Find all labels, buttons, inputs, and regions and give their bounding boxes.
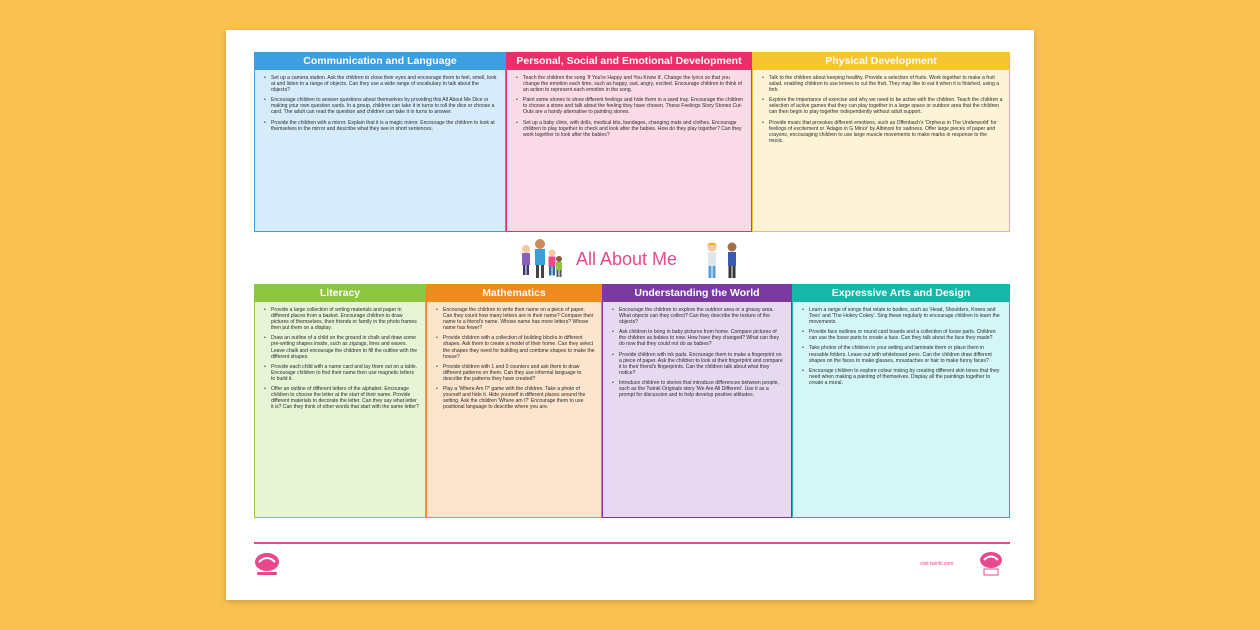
list-item: • Set up a camera station. Ask the children to close their eyes and encourage them to feel, smell, look at and listen to a range of objects. Can they use a wide range of vocabulary to talk about the objects? — [264, 75, 499, 93]
panel-heading: Mathematics — [427, 285, 601, 302]
panel-arts — [792, 284, 1010, 518]
panel-heading: Physical Development — [753, 53, 1009, 70]
activity-list — [516, 75, 745, 138]
list-item: • Provide a large collection of writing materials and paper in different places from a basket. Encourage children to draw pictures of themselves, their friends or family in the photo frames then put them on a display. — [264, 307, 419, 331]
activity-list — [762, 75, 1003, 144]
list-item: • Talk to the children about keeping healthy. Provide a selection of fruits. Work together to make a fruit salad, enabling children to use knives to cut the fruit. They may like to eat it when it is finished, using a fork. — [762, 75, 1003, 93]
list-item: • Provide music that provokes different emotions, such as Offenbach's 'Orpheus in The Underworld' for feelings of excitement or 'Adagio in G Minor' by Albinoni for sadness. Offer large pieces of paper and crayons, encouraging children to use large muscle movements to make marks in response to the music. — [762, 120, 1003, 144]
panel-body — [255, 70, 505, 231]
twinkl-logo-left — [254, 550, 280, 578]
panel-communication — [254, 52, 506, 232]
title-area — [516, 235, 746, 283]
list-item: • Draw an outline of a child on the ground in chalk and draw some pre-writing shapes inside, such as zigzags, lines and waves. Leave chalk and encourage the children to fill the outline with the different shapes. — [264, 335, 419, 359]
list-item: • Take photos of the children in your setting and laminate them or place them in reusable folders. Leave out with whiteboard pens. Can the children draw different shapes on the faces to make glasses, moustaches or hair to make funny faces? — [802, 345, 1003, 363]
list-item: • Learn a range of songs that relate to bodies, such as 'Head, Shoulders, Knees and Toes' and 'The Hokey Cokey'. Sing these regularly to encourage children to learn the movements. — [802, 307, 1003, 325]
panel-body — [603, 302, 791, 517]
panel-literacy — [254, 284, 426, 518]
panel-heading: Understanding the World — [603, 285, 791, 302]
list-item: • Encourage the children to write their name on a piece of paper. Can they count how many letters are in their name? Compare their name to a friend's name. Whose name has more letters? Whose name has fewer? — [436, 307, 595, 331]
list-item: • Ask children to bring in baby pictures from home. Compare pictures of the children as babies to now. How have they changed? What can they do now that they could not do as babies? — [612, 329, 785, 347]
list-item: • Encourage children to answer questions about themselves by providing this All About Me Dice or making your own question cards. In a group, children can take it in turns to roll the dice or choose a card. The adult can read the question and children can take it in turns to answer. — [264, 97, 499, 115]
list-item: • Play a 'Where Am I?' game with the children. Take a photo of yourself and hide it. Hide yourself in different places around the setting. Ask the children 'Where am I?' Encourage them to use positional language to describe where you are. — [436, 386, 595, 410]
activity-list — [612, 307, 785, 398]
list-item: • Explore the importance of exercise and why we need to be active with the children. Teach the children a selection of active games that they can play together in a large space or outdoor area that the children can then begin to play together independently without adult support. — [762, 97, 1003, 115]
list-item: • Provide children with a collection of building blocks in different shapes. Ask them to create a model of their home. Can they select the shapes they need for building and combine shapes to make the house? — [436, 335, 595, 359]
children-pair-illustration — [700, 237, 746, 283]
panel-heading: Personal, Social and Emotional Development — [507, 53, 751, 70]
activity-sheet — [226, 30, 1034, 600]
list-item: • Introduce children to stories that introduce differences between people, such as the Twinkl Originals story 'We Are All Different'. Use it as a prompt for discussion and to help develop positive attitudes. — [612, 380, 785, 398]
list-item: • Provide each child with a name card and lay them out on a table. Encourage children to find their name then use magnetic letters to build it. — [264, 364, 419, 382]
list-item: • Encourage the children to explore the outdoor area or a grassy area. What objects can they collect? Can they describe the texture of the objects? — [612, 307, 785, 325]
panel-body — [793, 302, 1009, 517]
list-item: • Provide children with ink pads. Encourage them to make a fingerprint on a piece of paper. Ask the children to look at their fingerprint and compare it to their friend's fingerprints. Can the children talk about what they notice? — [612, 352, 785, 376]
panel-body — [255, 302, 425, 517]
list-item: • Encourage children to explore colour mixing by creating different skin tones that they need when making a painting of themselves. Display all the paintings together to create a mural. — [802, 368, 1003, 386]
panel-personal — [506, 52, 752, 232]
panel-mathematics — [426, 284, 602, 518]
children-group-illustration — [516, 235, 566, 283]
list-item: • Provide face outlines or round card boards and a collection of loose parts. Children can use the loose parts to create a face. Can they talk about the face they made? — [802, 329, 1003, 341]
footer-url: visit twinkl.com — [920, 561, 954, 567]
panel-world — [602, 284, 792, 518]
twinkl-logo-right — [978, 550, 1004, 578]
list-item: • Paint some stones to show different feelings and hide them in a sand tray. Encourage the children to choose a stone and talk about the feeling they have chosen. These Feelings Story Stones Cut-Outs are a handy alternative to painting stones. — [516, 97, 745, 115]
panel-body — [427, 302, 601, 517]
panel-body — [753, 70, 1009, 231]
panel-physical — [752, 52, 1010, 232]
panel-body — [507, 70, 751, 231]
list-item: • Teach the children the song 'If You're Happy and You Know It'. Change the lyrics so that you change the emotion each time, such as happy, sad, angry, excited. Encourage children to think of an action to represent each emotion in the song. — [516, 75, 745, 93]
footer-divider — [254, 542, 1010, 544]
bottom-row — [254, 284, 1010, 518]
activity-list — [264, 307, 419, 410]
top-row — [254, 52, 1010, 232]
panel-heading: Communication and Language — [255, 53, 505, 70]
activity-list — [264, 75, 499, 132]
panel-heading: Literacy — [255, 285, 425, 302]
activity-list — [436, 307, 595, 410]
list-item: • Set up a baby clinic, with dolls, medical kits, bandages, changing mats and clothes. Encourage children to play together to check and look after the babies. How do they play together? Can they work together to look after the babies? — [516, 120, 745, 138]
page-title: All About Me — [576, 249, 678, 269]
list-item: • Offer an outline of different letters of the alphabet. Encourage children to choose the letter at the start of their name. Provide different materials to decorate the letter. Can they say what letter it is? Can they think of other words that start with the same letter? — [264, 386, 419, 410]
list-item: • Provide the children with a mirror. Explain that it is a magic mirror. Encourage the children to look at themselves in the mirror and describe what they see in short sentences. — [264, 120, 499, 132]
panel-heading: Expressive Arts and Design — [793, 285, 1009, 302]
list-item: • Provide children with 1 and 0 counters and ask them to draw different patterns on them. Can they use informal language to describe the patterns they have created? — [436, 364, 595, 382]
activity-list — [802, 307, 1003, 386]
